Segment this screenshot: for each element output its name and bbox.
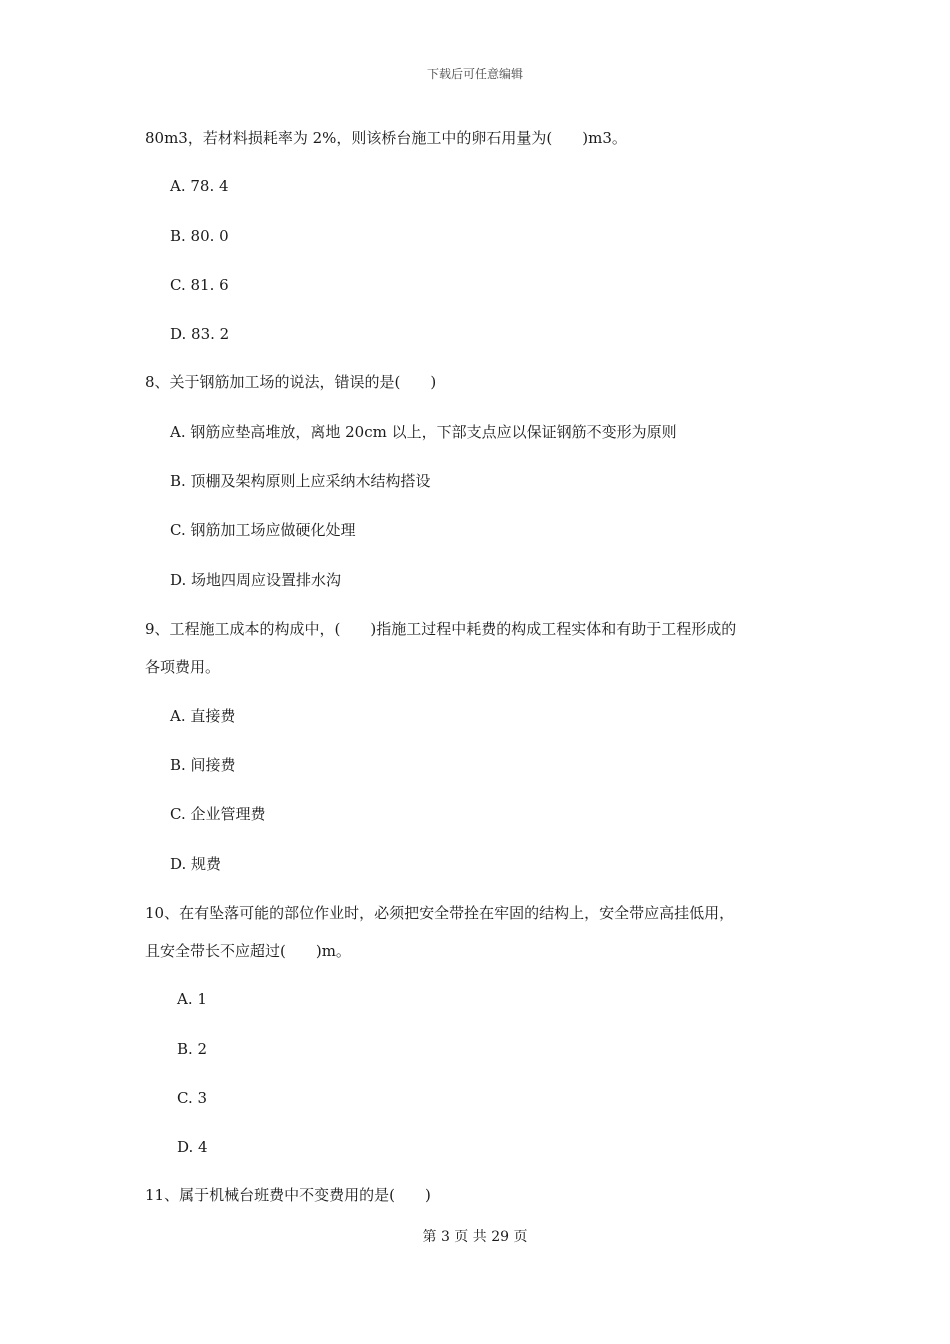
question-10-option-d: D. 4 (177, 1138, 208, 1156)
question-8-option-c: C. 钢筋加工场应做硬化处理 (170, 521, 356, 539)
question-9-option-a: A. 直接费 (170, 707, 236, 725)
question-9-stem-line-1: 9、工程施工成本的构成中，( )指施工过程中耗费的构成工程实体和有助于工程形成的 (145, 620, 737, 638)
question-10-stem-line-2: 且安全带长不应超过( )m。 (145, 942, 351, 960)
page-footer: 第 3 页 共 29 页 (422, 1229, 528, 1245)
question-9-stem-line-2: 各项费用。 (145, 658, 221, 676)
question-9-option-b: B. 间接费 (170, 756, 236, 774)
question-10-stem-line-1: 10、在有坠落可能的部位作业时，必须把安全带拴在牢固的结构上，安全带应高挂低用， (145, 904, 735, 922)
question-9-option-d: D. 规费 (170, 855, 222, 873)
question-11-stem: 11、属于机械台班费中不变费用的是( ) (145, 1186, 431, 1204)
page-header: 下载后可任意编辑 (426, 67, 523, 81)
question-7-option-c: C. 81. 6 (170, 276, 229, 294)
question-9-option-c: C. 企业管理费 (170, 805, 266, 823)
question-8-option-b: B. 顶棚及架构原则上应采纳木结构搭设 (170, 472, 431, 490)
question-10-option-b: B. 2 (177, 1040, 208, 1058)
question-7-option-a: A. 78. 4 (170, 177, 229, 195)
question-10-option-c: C. 3 (177, 1089, 208, 1107)
question-7-option-d: D. 83. 2 (170, 325, 230, 343)
question-8-option-a: A. 钢筋应垫高堆放，离地 20cm 以上，下部支点应以保证钢筋不变形为原则 (170, 423, 677, 441)
question-7-option-b: B. 80. 0 (170, 227, 229, 245)
question-10-option-a: A. 1 (177, 990, 207, 1008)
question-8-stem: 8、关于钢筋加工场的说法，错误的是( ) (145, 373, 437, 391)
question-8-option-d: D. 场地四周应设置排水沟 (170, 571, 342, 589)
question-7-stem: 80m3，若材料损耗率为 2%，则该桥台施工中的卵石用量为( )m3。 (145, 129, 627, 147)
